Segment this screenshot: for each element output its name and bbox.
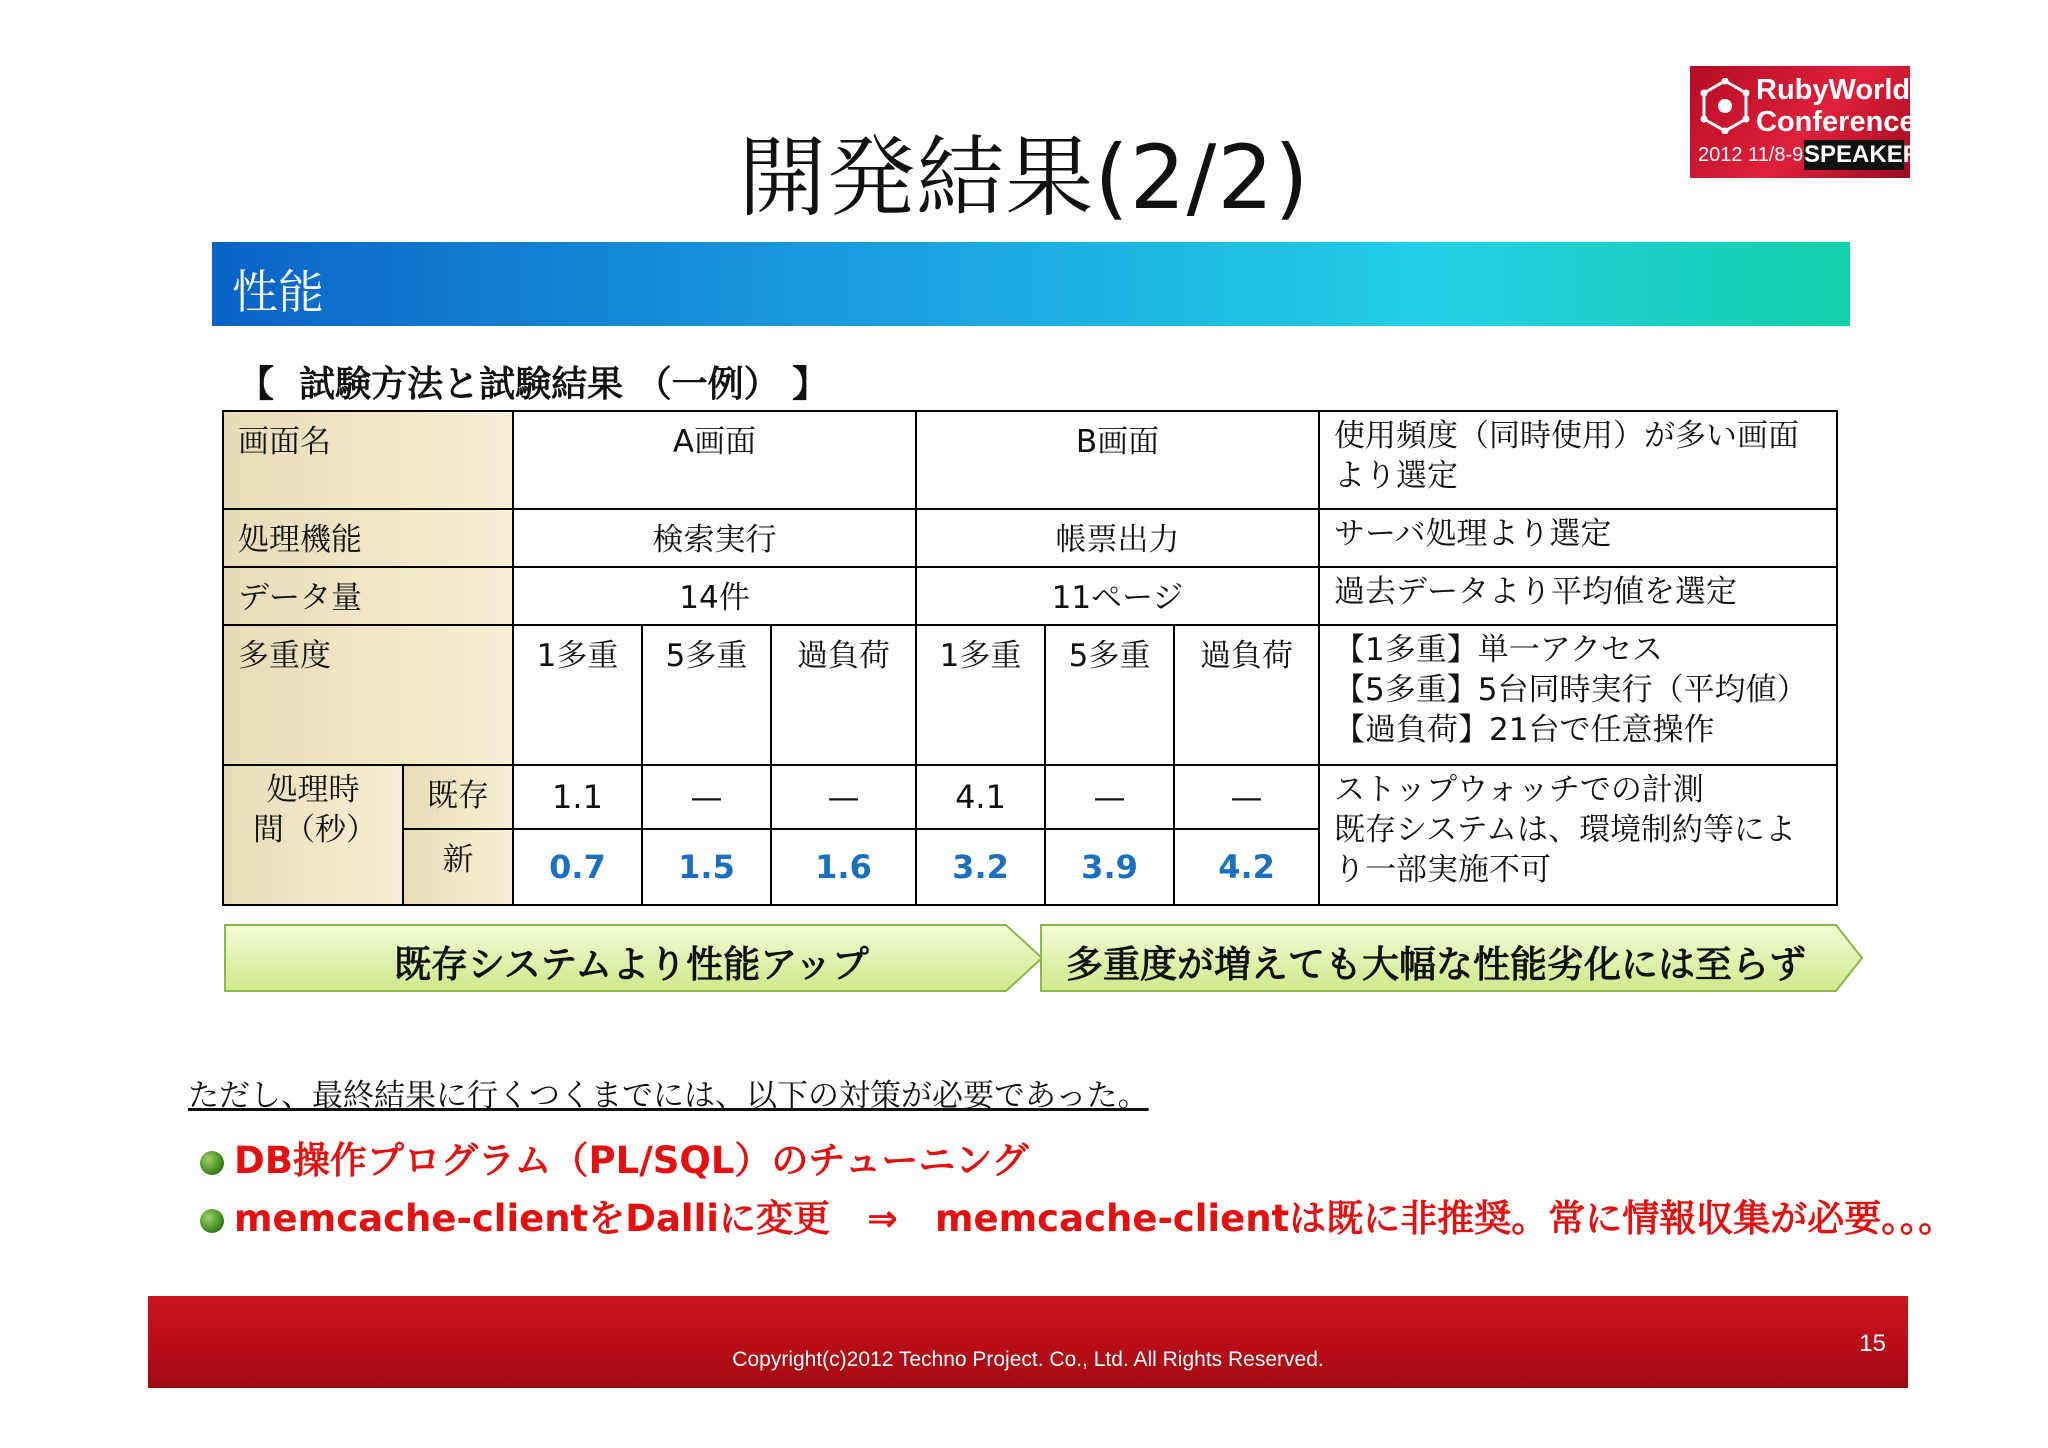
- value-cell: 4.1: [916, 765, 1045, 829]
- arrow-text-right: 多重度が増えても大幅な性能劣化には至らず: [1066, 943, 1806, 986]
- table-note: サーバ処理より選定: [1319, 509, 1837, 567]
- table-cell: 5多重: [1045, 625, 1174, 765]
- arrow-text-left: 既存システムより性能アップ: [394, 943, 869, 986]
- row-label: データ量: [223, 567, 513, 625]
- logo-line1: RubyWorld: [1756, 74, 1911, 106]
- copyright-text: Copyright(c)2012 Techno Project. Co., Ltd. All Rights Reserved.: [732, 1348, 1324, 1371]
- subheading: 【 試験方法と試験結果 （一例） 】: [238, 364, 829, 405]
- value-cell: 1.6: [771, 829, 916, 905]
- row-label: [223, 765, 403, 905]
- value-cell: 3.9: [1045, 829, 1174, 905]
- table-note: [1319, 765, 1837, 905]
- bullet-icon: [200, 1151, 224, 1175]
- rubyworld-logo: [1690, 66, 1921, 178]
- value-cell: 0.7: [513, 829, 642, 905]
- section-bar: [212, 242, 1850, 326]
- table-note: [1319, 625, 1837, 765]
- bullet-text: memcache-clientをDalliに変更 ⇒ memcache-clientは既に非推奨。常に情報収集が必要。。。: [234, 1197, 1956, 1240]
- hexagon-logo-icon: [1700, 78, 1750, 134]
- note-line: 【1多重】単一アクセス: [1334, 632, 1663, 668]
- note-line: ストップウォッチでの計測: [1334, 772, 1704, 808]
- note-line: 既存システムは、環境制約等により一部実施不可: [1334, 812, 1796, 888]
- table-row: [223, 411, 1837, 509]
- footer-bar: [148, 1296, 1908, 1388]
- existing-label: 既存: [403, 765, 513, 829]
- processing-time-label: 処理時間（秒）: [253, 772, 377, 848]
- table-cell: 1多重: [513, 625, 642, 765]
- value-cell: —: [642, 765, 771, 829]
- row-label: 多重度: [223, 625, 513, 765]
- table-cell: 過負荷: [771, 625, 916, 765]
- value-cell: 3.2: [916, 829, 1045, 905]
- bullet-item: [200, 1130, 1029, 1184]
- row-label: 処理機能: [223, 509, 513, 567]
- performance-table: [222, 410, 1838, 906]
- table-cell: 5多重: [642, 625, 771, 765]
- logo-speaker-badge: SPEAKER: [1804, 141, 1921, 168]
- logo-date: 2012 11/8-9: [1698, 144, 1804, 166]
- table-cell: 11ページ: [916, 567, 1319, 625]
- value-cell: —: [1174, 765, 1319, 829]
- table-cell: 14件: [513, 567, 916, 625]
- arrow-box-right: [1040, 924, 1864, 992]
- table-note: 過去データより平均値を選定: [1319, 567, 1837, 625]
- value-cell: —: [771, 765, 916, 829]
- bullet-icon: [200, 1209, 224, 1233]
- table-row: [223, 567, 1837, 625]
- table-row: [223, 509, 1837, 567]
- value-cell: 4.2: [1174, 829, 1319, 905]
- bullet-item: [200, 1188, 1955, 1242]
- table-cell: 1多重: [916, 625, 1045, 765]
- section-title: 性能: [232, 265, 324, 319]
- note-line: 【過負荷】21台で任意操作: [1334, 712, 1715, 748]
- table-cell: B画面: [916, 411, 1319, 509]
- value-cell: 1.5: [642, 829, 771, 905]
- table-note: 使用頻度（同時使用）が多い画面より選定: [1319, 411, 1837, 509]
- row-label: 画面名: [223, 411, 513, 509]
- table-row: [223, 625, 1837, 765]
- note-text: ただし、最終結果に行くつくまでには、以下の対策が必要であった。: [188, 1078, 1149, 1114]
- table-cell: A画面: [513, 411, 916, 509]
- logo-line2: Conference: [1756, 106, 1916, 138]
- table-cell: 検索実行: [513, 509, 916, 567]
- new-label: 新: [403, 829, 513, 905]
- arrow-box-left: [224, 924, 1044, 992]
- value-cell: —: [1045, 765, 1174, 829]
- note-line: 【5多重】5台同時実行（平均値）: [1334, 672, 1808, 708]
- bullet-text: DB操作プログラム（PL/SQL）のチューニング: [234, 1139, 1029, 1182]
- slide-title: 開発結果(2/2): [738, 126, 1310, 229]
- table-row: [223, 765, 1837, 829]
- table-cell: 過負荷: [1174, 625, 1319, 765]
- table-cell: 帳票出力: [916, 509, 1319, 567]
- value-cell: 1.1: [513, 765, 642, 829]
- page-number: 15: [1859, 1330, 1886, 1357]
